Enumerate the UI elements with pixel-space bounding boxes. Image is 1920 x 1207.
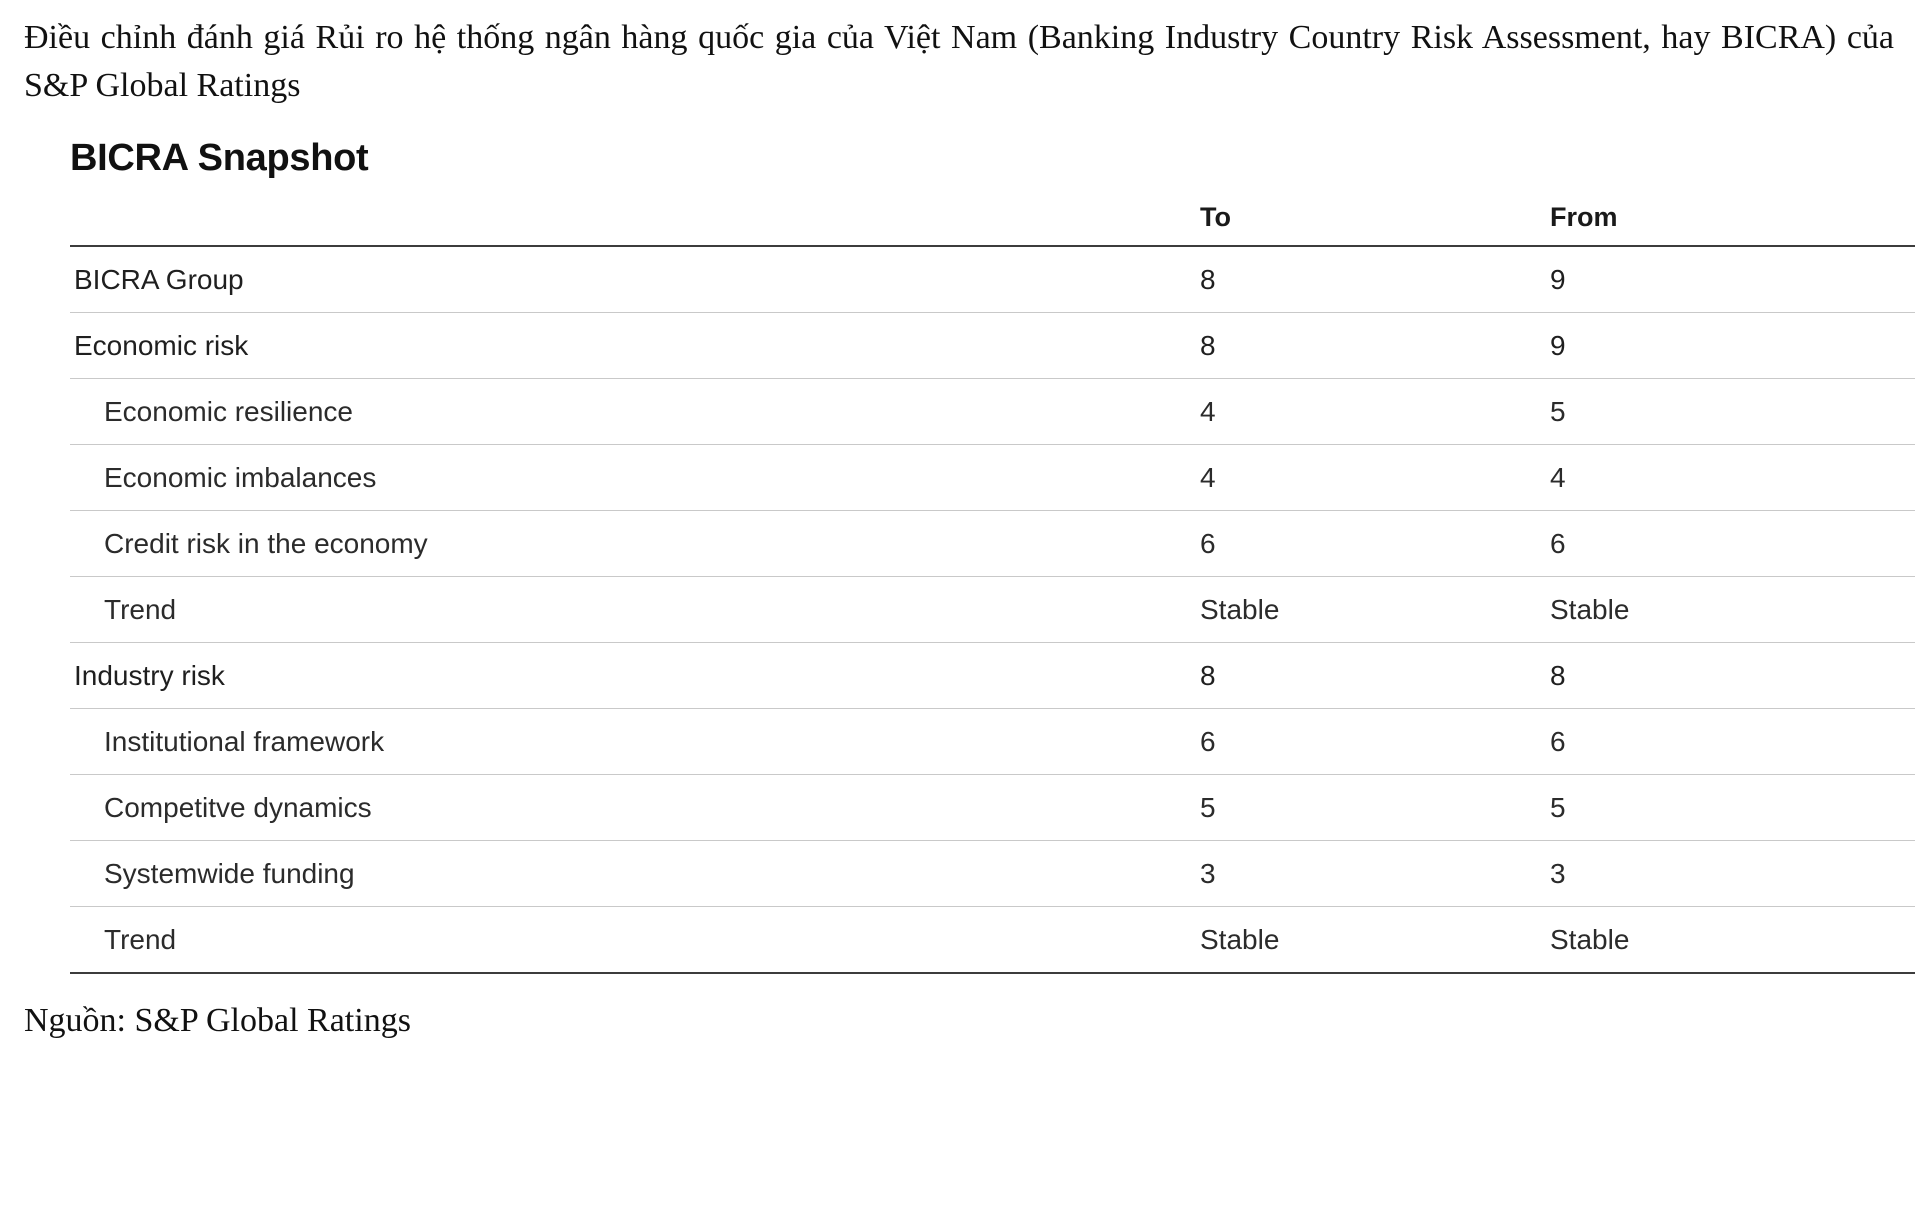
table-row — [70, 312, 1915, 378]
row-label: Economic resilience — [70, 378, 1200, 444]
table-row — [70, 774, 1915, 840]
document-page — [0, 14, 1920, 1207]
row-label: Credit risk in the economy — [70, 510, 1200, 576]
row-value-from: 6 — [1550, 708, 1915, 774]
bicra-snapshot-figure — [0, 137, 1920, 974]
row-value-from: Stable — [1550, 906, 1915, 973]
column-header-from: From — [1550, 202, 1915, 246]
table-body — [70, 246, 1915, 973]
row-label: Institutional framework — [70, 708, 1200, 774]
column-header-label — [70, 202, 1200, 246]
row-value-to: 6 — [1200, 708, 1550, 774]
row-value-to: 8 — [1200, 642, 1550, 708]
row-value-from: 8 — [1550, 642, 1915, 708]
row-value-from: 9 — [1550, 246, 1915, 313]
table-row — [70, 576, 1915, 642]
table-header-row — [70, 202, 1915, 246]
row-value-from: 3 — [1550, 840, 1915, 906]
row-label: Trend — [70, 906, 1200, 973]
row-value-to: Stable — [1200, 906, 1550, 973]
row-value-from: 6 — [1550, 510, 1915, 576]
row-label: Systemwide funding — [70, 840, 1200, 906]
column-header-to: To — [1200, 202, 1550, 246]
table-row — [70, 246, 1915, 313]
table-row — [70, 510, 1915, 576]
row-value-to: 4 — [1200, 378, 1550, 444]
row-label: Trend — [70, 576, 1200, 642]
table-row — [70, 642, 1915, 708]
source-note: Nguồn: S&P Global Ratings — [24, 1001, 411, 1039]
table-row — [70, 378, 1915, 444]
bicra-table — [70, 202, 1915, 974]
row-value-to: 5 — [1200, 774, 1550, 840]
row-value-from: 5 — [1550, 774, 1915, 840]
row-value-from: Stable — [1550, 576, 1915, 642]
table-row — [70, 840, 1915, 906]
row-value-from: 5 — [1550, 378, 1915, 444]
row-value-from: 9 — [1550, 312, 1915, 378]
row-value-from: 4 — [1550, 444, 1915, 510]
row-value-to: 4 — [1200, 444, 1550, 510]
figure-title: BICRA Snapshot — [70, 136, 369, 179]
row-value-to: Stable — [1200, 576, 1550, 642]
row-value-to: 8 — [1200, 246, 1550, 313]
row-value-to: 8 — [1200, 312, 1550, 378]
row-label: Economic imbalances — [70, 444, 1200, 510]
row-label: BICRA Group — [70, 246, 1200, 313]
row-label: Competitve dynamics — [70, 774, 1200, 840]
row-label: Economic risk — [70, 312, 1200, 378]
row-value-to: 6 — [1200, 510, 1550, 576]
table-row — [70, 906, 1915, 973]
table-row — [70, 708, 1915, 774]
figure-caption: Điều chỉnh đánh giá Rủi ro hệ thống ngân hàng quốc gia của Việt Nam (Banking Industry Country Risk Assessment, hay BICRA) của S&P Global Ratings — [24, 19, 1894, 105]
row-value-to: 3 — [1200, 840, 1550, 906]
table-row — [70, 444, 1915, 510]
row-label: Industry risk — [70, 642, 1200, 708]
